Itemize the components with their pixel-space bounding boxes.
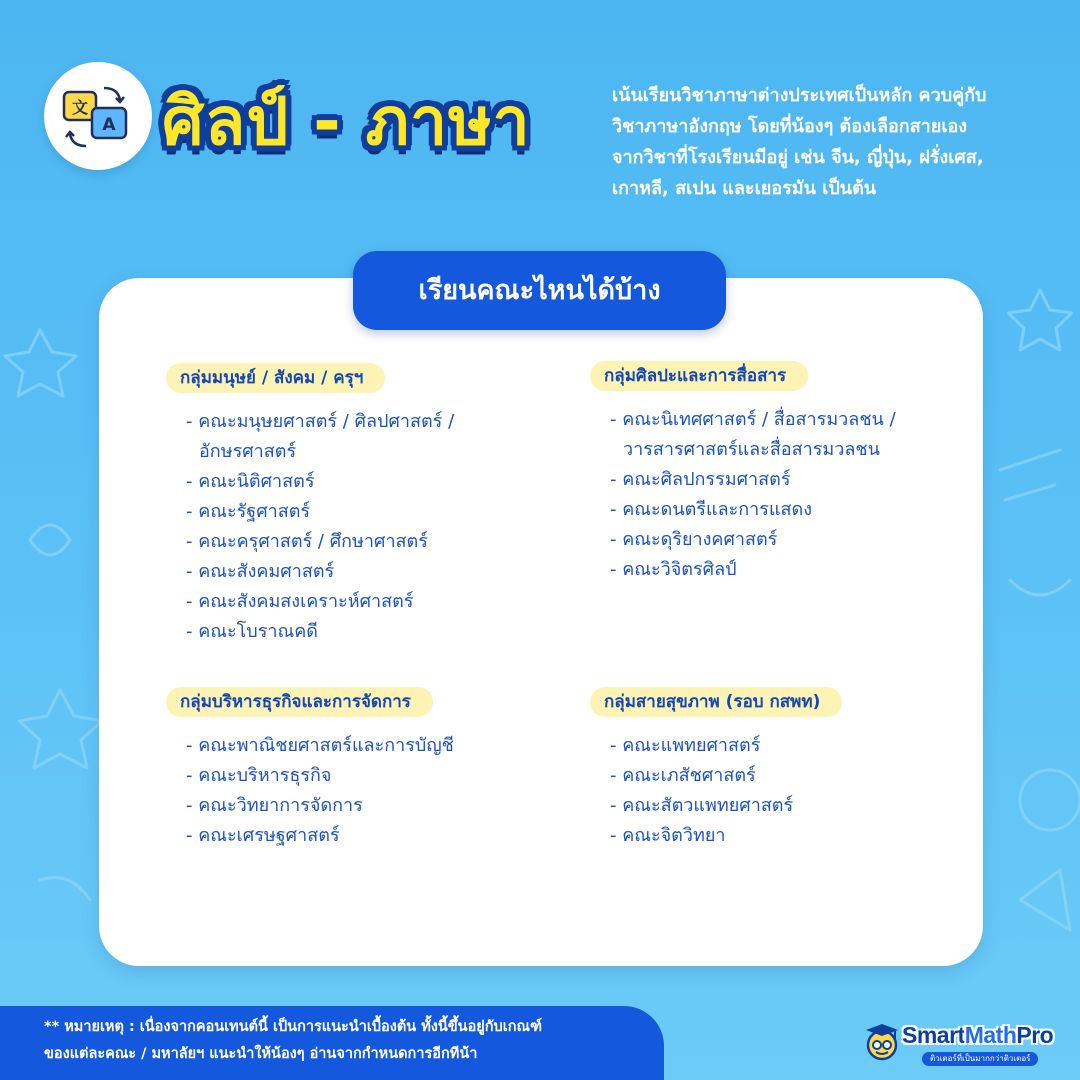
brand-name-part: Math	[964, 1022, 1017, 1048]
page-title: ศิลป์ - ภาษา	[162, 83, 531, 160]
brand-name-part: Pro	[1016, 1022, 1054, 1048]
group-label: กลุ่มสายสุขภาพ (รอบ กสพท)	[590, 687, 842, 717]
group-label: กลุ่มมนุษย์ / สังคม / ครุฯ	[166, 363, 385, 393]
list-item: - คณะโบราณคดี	[186, 621, 318, 642]
section-title: เรียนคณะไหนได้บ้าง	[353, 251, 726, 330]
footer-note-line: ของแต่ละคณะ / มหาลัยฯ แนะนำให้น้องๆ อ่านจากกำหนดการอีกทีน้า	[44, 1046, 478, 1062]
intro-line: จากวิชาที่โรงเรียนมีอยู่ เช่น จีน, ญี่ปุ่น, ฝรั่งเศส,	[612, 147, 984, 168]
group-humanities	[166, 363, 454, 647]
graduate-mascot-icon	[862, 1020, 902, 1062]
list-item: - คณะพาณิชยศาสตร์และการบัญชี	[186, 735, 454, 756]
brand-name-part: Smart	[902, 1022, 965, 1048]
list-item: - คณะวิจิตรศิลป์	[610, 559, 737, 580]
list-item: - คณะนิติศาสตร์	[186, 471, 315, 492]
group-label: กลุ่มบริหารธุรกิจและการจัดการ	[166, 687, 433, 717]
faculty-list	[590, 731, 842, 851]
footer-note	[44, 1014, 664, 1068]
list-item: - คณะแพทยศาสตร์	[610, 735, 761, 756]
group-health	[590, 687, 842, 851]
faculty-list	[166, 407, 454, 647]
intro-line: วิชาภาษาอังกฤษ โดยที่น้องๆ ต้องเลือกสายเอง	[612, 116, 968, 137]
list-item: - คณะรัฐศาสตร์	[186, 501, 311, 522]
intro-text	[612, 80, 1062, 204]
list-item: - คณะจิตวิทยา	[610, 825, 726, 846]
list-item: - คณะครุศาสตร์ / ศึกษาศาสตร์	[186, 531, 428, 552]
list-item: - คณะดนตรีและการแสดง	[610, 499, 813, 520]
list-item: - คณะสังคมศาสตร์	[186, 561, 335, 582]
list-item: - คณะสังคมสงเคราะห์ศาสตร์	[186, 591, 414, 612]
list-item: วารสารศาสตร์และสื่อสารมวลชน	[623, 439, 880, 460]
group-arts-communication	[590, 361, 896, 585]
svg-text:A: A	[102, 115, 116, 135]
brand-tagline: ติวเตอร์ที่เป็นมากกว่าติวเตอร์	[922, 1052, 1038, 1066]
translate-icon	[56, 74, 140, 158]
list-item: - คณะเศรษฐศาสตร์	[186, 825, 340, 846]
faculty-list	[590, 405, 896, 585]
brand-name	[902, 1022, 1053, 1049]
intro-line: เน้นเรียนวิชาภาษาต่างประเทศเป็นหลัก ควบคู่กับ	[612, 85, 987, 106]
list-item: - คณะเภสัชศาสตร์	[610, 765, 756, 786]
brand-logo	[862, 1018, 1052, 1072]
list-item: - คณะศิลปกรรมศาสตร์	[610, 469, 791, 490]
footer-note-line: ** หมายเหตุ : เนื่องจากคอนเทนต์นี้ เป็นการแนะนำเบื้องต้น ทั้งนี้ขึ้นอยู่กับเกณฑ์	[44, 1019, 542, 1035]
intro-line: เกาหลี, สเปน และเยอรมัน เป็นต้น	[612, 178, 877, 199]
list-item: - คณะบริหารธุรกิจ	[186, 765, 332, 786]
list-item: - คณะวิทยาการจัดการ	[186, 795, 363, 816]
faculty-list	[166, 731, 454, 851]
list-item: - คณะสัตวแพทยศาสตร์	[610, 795, 794, 816]
list-item: - คณะดุริยางคศาสตร์	[610, 529, 778, 550]
group-business	[166, 687, 454, 851]
group-label: กลุ่มศิลปะและการสื่อสาร	[590, 361, 808, 391]
list-item: อักษรศาสตร์	[199, 441, 297, 462]
subject-logo	[44, 62, 152, 170]
list-item: - คณะนิเทศศาสตร์ / สื่อสารมวลชน /	[610, 409, 896, 430]
list-item: - คณะมนุษยศาสตร์ / ศิลปศาสตร์ /	[186, 411, 455, 432]
svg-text:文: 文	[71, 98, 89, 117]
